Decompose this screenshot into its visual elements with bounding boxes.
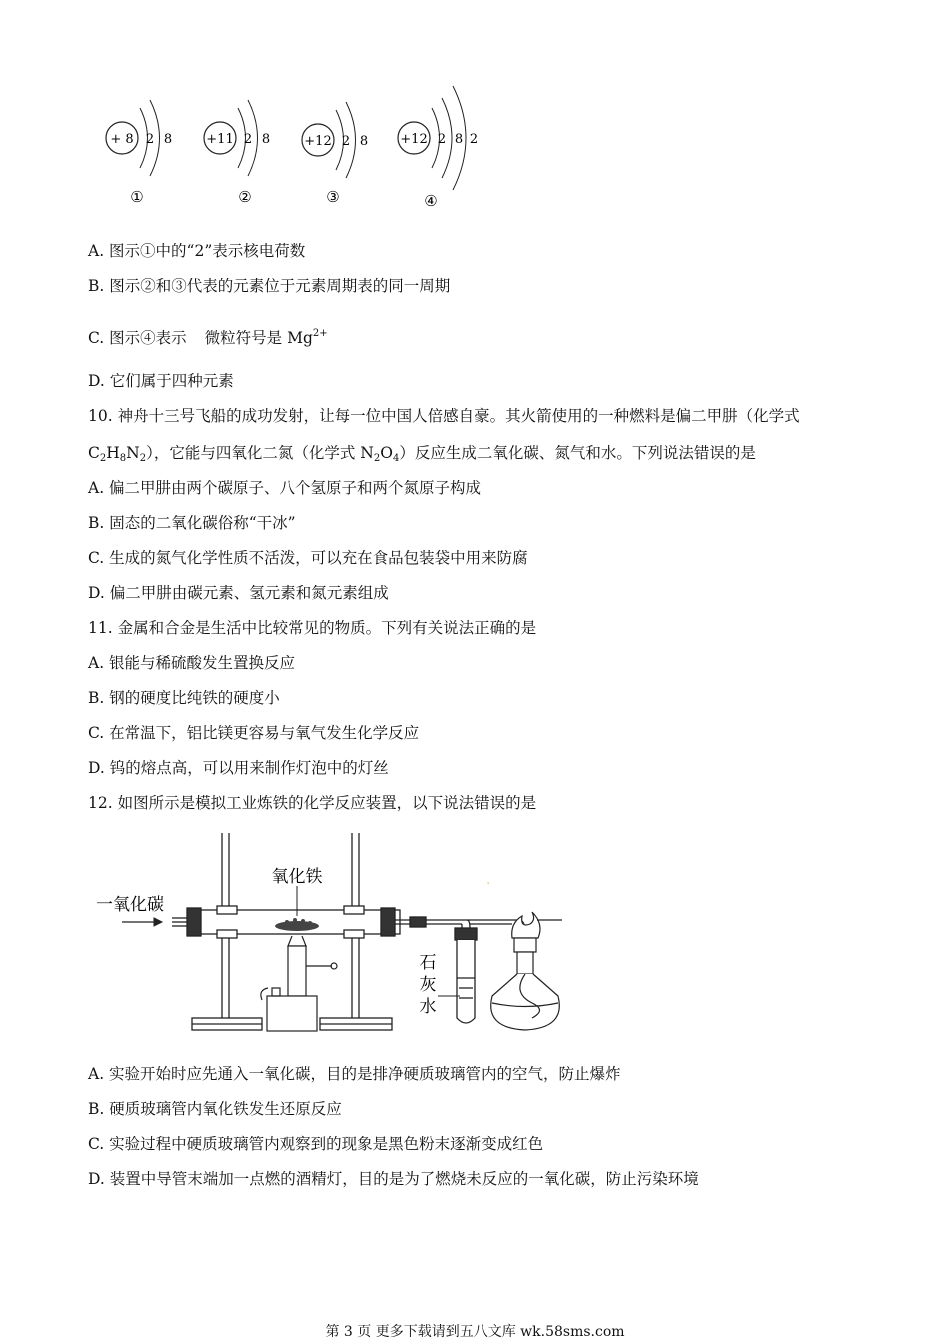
q9-option-c — [88, 324, 328, 348]
test-tube-lime-water — [455, 928, 477, 1023]
shell-electrons-2: 8 — [359, 134, 369, 149]
nucleus-charge: +12 — [400, 132, 428, 147]
atom-structure-diagrams — [95, 78, 505, 213]
q10-stem-text: ），它能与四氧化二氮（化学式 N — [146, 444, 374, 462]
formula-h: H — [106, 444, 120, 462]
shell-electrons-1: 2 — [341, 134, 351, 149]
shell-electrons-2: 8 — [261, 132, 271, 147]
formula-n: N — [126, 444, 140, 462]
q11-option-d: D. 钨的熔点高，可以用来制作灯泡中的灯丝 — [88, 759, 389, 777]
label-lime-water-1: 石 — [419, 953, 437, 973]
q12-option-d: D. 装置中导管末端加一点燃的酒精灯，目的是为了燃烧未反应的一氧化碳，防止污染环境 — [88, 1170, 699, 1188]
formula-o: O — [380, 444, 393, 462]
alcohol-lamp-heater — [261, 936, 337, 1031]
q10-stem-line1: 10. 神舟十三号飞船的成功发射，让每一位中国人倍感自豪。其火箭使用的一种燃料是偏二甲肼（化学式 — [88, 407, 800, 425]
q9-option-d: D. 它们属于四种元素 — [88, 372, 234, 390]
inlet-arrow-icon — [122, 918, 162, 926]
end-alcohol-lamp — [491, 912, 562, 1030]
q10-stem-line2 — [88, 443, 756, 469]
q12-option-b: B. 硬质玻璃管内氧化铁发生还原反应 — [88, 1100, 342, 1118]
atom-diagram-1 — [106, 100, 172, 206]
page-footer: 第 3 页 更多下载请到五八文库 wk.58sms.com — [325, 1324, 625, 1340]
formula-c: C — [88, 444, 100, 462]
atom-label: ③ — [326, 188, 340, 206]
label-carbon-monoxide: 一氧化碳 — [96, 895, 164, 915]
q10-option-a: A. 偏二甲肼由两个碳原子、八个氢原子和两个氮原子构成 — [88, 479, 482, 497]
formula-sub: 2 — [139, 453, 147, 464]
formula-sub: 2 — [99, 453, 107, 464]
q12-option-a: A. 实验开始时应先通入一氧化碳，目的是排净硬质玻璃管内的空气，防止爆炸 — [88, 1065, 621, 1083]
shell-electrons-1: 2 — [145, 132, 155, 147]
formula-sub: 8 — [119, 453, 127, 464]
q10-option-d: D. 偏二甲肼由碳元素、氢元素和氮元素组成 — [88, 584, 389, 602]
q11-option-b: B. 钢的硬度比纯铁的硬度小 — [88, 689, 280, 707]
q12-stem: 12. 如图所示是模拟工业炼铁的化学反应装置，以下说法错误的是 — [88, 794, 537, 812]
nucleus-charge: +11 — [206, 132, 234, 147]
shell-electrons-1: 2 — [243, 132, 253, 147]
q9-option-b: B. 图示②和③代表的元素位于元素周期表的同一周期 — [88, 277, 451, 295]
atom-label: ② — [238, 188, 252, 206]
shell-electrons-3: 2 — [469, 132, 479, 147]
atom-diagram-4 — [398, 86, 478, 210]
q10-option-c: C. 生成的氮气化学性质不活泼，可以充在食品包装袋中用来防腐 — [88, 549, 528, 567]
q9-option-a: A. 图示①中的“2”表示核电荷数 — [88, 242, 306, 260]
q10-option-b: B. 固态的二氧化碳俗称“干冰” — [88, 514, 296, 532]
q9-option-c-text: C. 图示④表示 — [88, 329, 187, 347]
nucleus-charge: + 8 — [110, 132, 134, 147]
q11-option-c: C. 在常温下，铝比镁更容易与氧气发生化学反应 — [88, 724, 420, 742]
shell-electrons-2: 8 — [454, 132, 464, 147]
formula-sub: 2 — [373, 453, 381, 464]
ion-charge: 2+ — [312, 328, 328, 339]
atom-diagram-2 — [204, 100, 270, 206]
formula-sub: 4 — [392, 453, 400, 464]
q10-stem-text: ）反应生成二氧化碳、氮气和水。下列说法错误的是 — [399, 444, 756, 462]
atom-label: ④ — [424, 192, 438, 210]
q11-option-a: A. 银能与稀硫酸发生置换反应 — [88, 654, 296, 672]
q12-option-c: C. 实验过程中硬质玻璃管内观察到的现象是黑色粉末逐渐变成红色 — [88, 1135, 544, 1153]
shell-electrons-2: 8 — [163, 132, 173, 147]
label-lime-water-2: 灰 — [419, 975, 437, 995]
shell-electrons-1: 2 — [437, 132, 447, 147]
label-iron-oxide: 氧化铁 — [271, 867, 323, 887]
nucleus-charge: +12 — [304, 134, 332, 149]
iron-smelting-apparatus — [92, 828, 562, 1040]
stray-mark: ' — [487, 881, 490, 890]
label-lime-water-3: 水 — [419, 997, 437, 1017]
q9-option-c-text2: 微粒符号是 Mg — [204, 329, 313, 347]
atom-label: ① — [130, 188, 144, 206]
q11-stem: 11. 金属和合金是生活中比较常见的物质。下列有关说法正确的是 — [88, 619, 537, 637]
atom-diagram-3 — [302, 102, 368, 206]
